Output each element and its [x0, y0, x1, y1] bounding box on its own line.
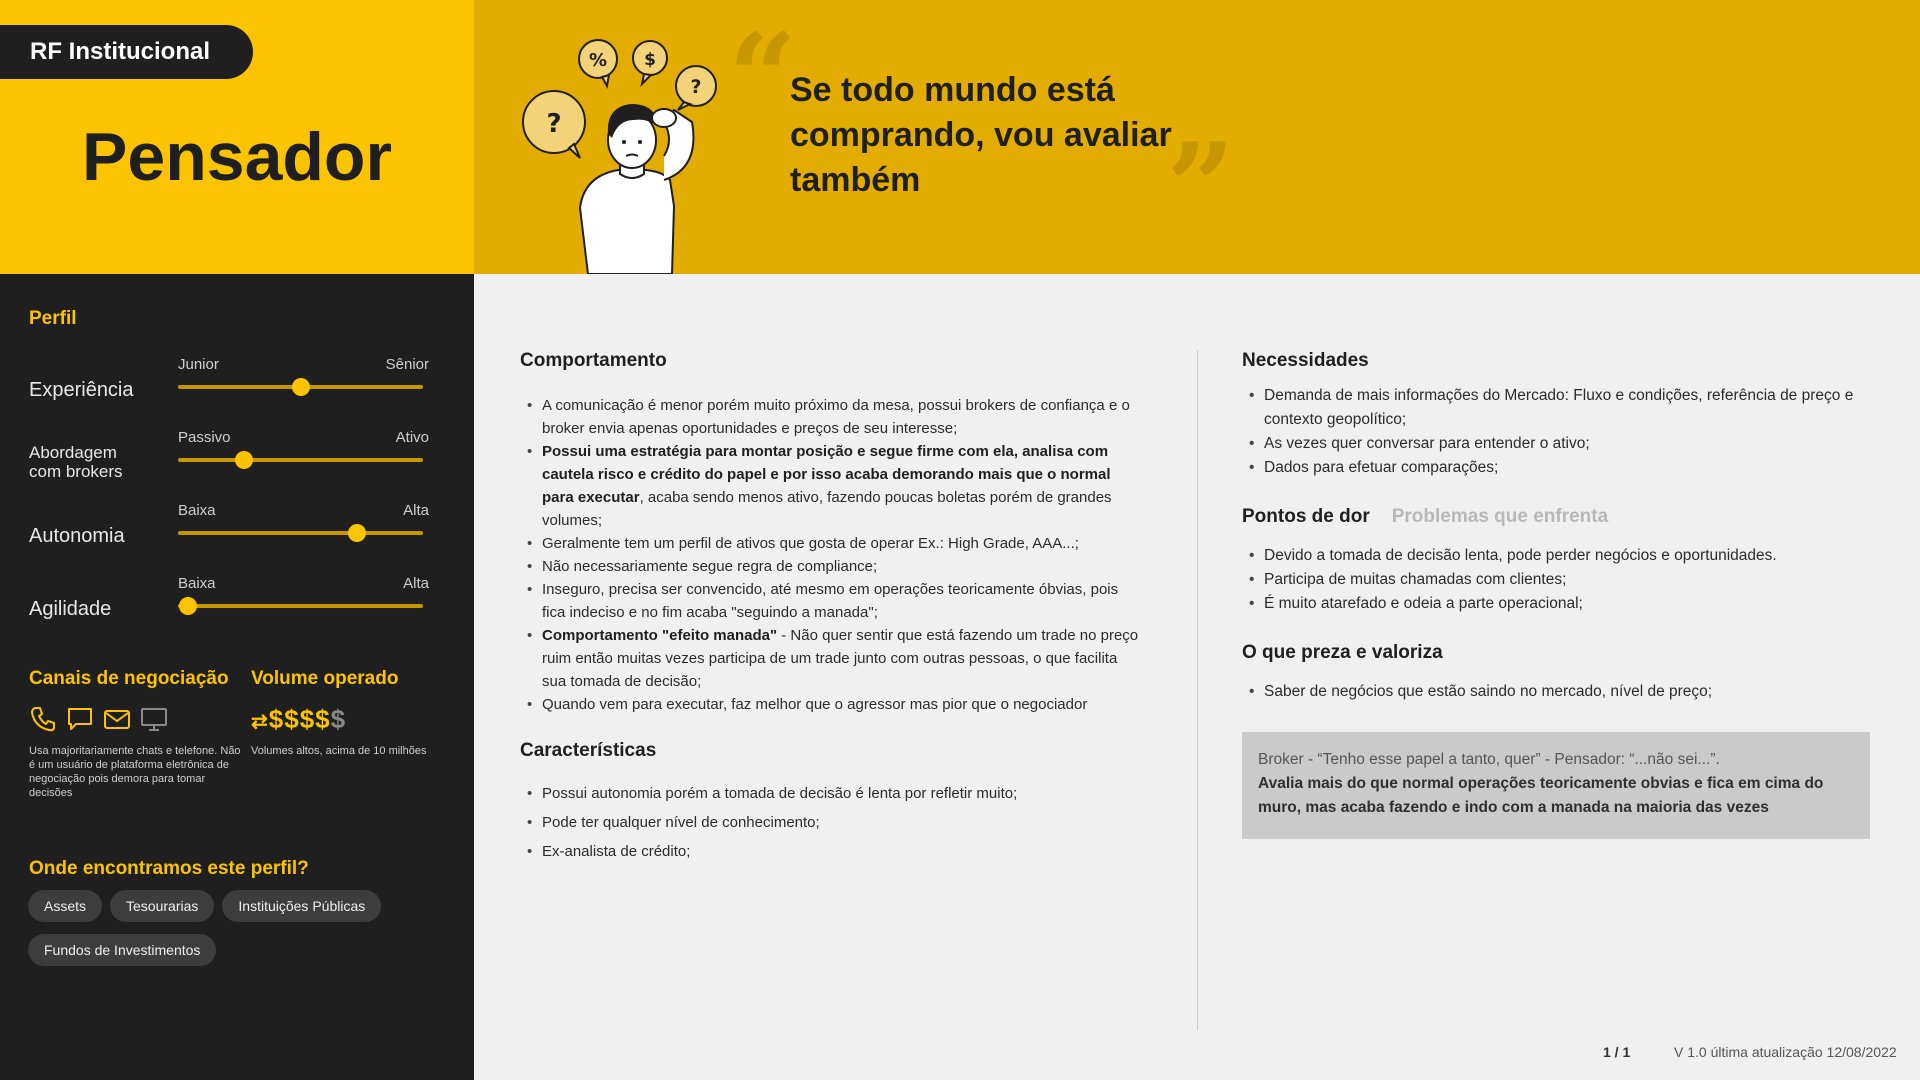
slider-thumb: [292, 378, 310, 396]
dollar-icon: $: [299, 704, 316, 734]
bubble-question-2: ?: [690, 76, 702, 98]
quote-open-mark: “: [728, 7, 798, 148]
slider-label: Experiência: [29, 379, 134, 401]
slider-label: Agilidade: [29, 598, 112, 620]
note-summary: Avalia mais do que normal operações teoricamente obvias e fica em cima do muro, mas acaba fazendo e indo com a manada na maioria das vezes: [1258, 775, 1824, 816]
pontos-dor-subtitle: Problemas que enfrenta: [1391, 506, 1609, 527]
slider-track: [178, 531, 423, 535]
valoriza-title: O que preza e valoriza: [1242, 642, 1443, 663]
perfil-title: Perfil: [29, 308, 77, 329]
list-item: • Demanda de mais informações do Mercado: Fluxo e condições, referência de preço e contexto geopolítico;: [1242, 384, 1872, 432]
persona-quote: Se todo mundo está comprando, vou avaliar também: [790, 71, 1172, 199]
list-item: • Ex-analista de crédito;: [520, 840, 1145, 863]
volume-level-indicator: [251, 704, 451, 734]
tag-tesourarias: Tesourarias: [110, 890, 214, 922]
volume-title: Volume operado: [251, 668, 399, 689]
slider-max-label: Sênior: [385, 356, 429, 373]
header-quote-panel: [474, 0, 1920, 274]
list-item: • Comportamento "efeito manada" - Não quer sentir que está fazendo um trade no preço ruim então muitas vezes participa de um trade junto com outras pessoas, o que facilita sua tomada de decisão;: [520, 624, 1145, 693]
list-item: • Geralmente tem um perfil de ativos que gosta de operar Ex.: High Grade, AAA...;: [520, 532, 1145, 555]
dialogue-note-box: [1242, 732, 1870, 839]
pontos-dor-list: [1242, 544, 1872, 616]
list-item: • Devido a tomada de decisão lenta, pode perder negócios e oportunidades.: [1242, 544, 1872, 568]
list-item: • Quando vem para executar, faz melhor que o agressor mas pior que o negociador: [520, 693, 1145, 716]
onde-title: Onde encontramos este perfil?: [29, 858, 309, 879]
dollar-icon: $: [284, 704, 300, 734]
thinking-person-illustration: [514, 30, 744, 274]
canais-note: Usa majoritariamente chats e telefone. Não é um usuário de plataforma eletrônica de negociação pois demora para tomar decisões: [29, 745, 241, 799]
slider-thumb: [235, 451, 253, 469]
quote-close-mark: ”: [1166, 117, 1236, 258]
category-badge: RF Institucional: [0, 25, 253, 79]
persona-name: Pensador: [82, 119, 392, 195]
slider-min-label: Baixa: [178, 575, 216, 592]
left-content-column: [520, 350, 1145, 863]
tag-instituicoes-publicas: Instituições Públicas: [222, 890, 381, 922]
volume-dollar-icons: [269, 704, 346, 734]
profile-sidebar: [0, 274, 474, 1080]
dollar-icon: $: [330, 704, 347, 734]
list-item: • Participa de muitas chamadas com clientes;: [1242, 568, 1872, 592]
question-bubble-large: [523, 91, 585, 158]
slider-min-label: Passivo: [178, 429, 231, 446]
slider-max-label: Ativo: [395, 429, 429, 446]
chat-icon: [66, 705, 94, 733]
header-left-panel: [0, 0, 474, 274]
bubble-percent: %: [588, 50, 608, 71]
comportamento-title: Comportamento: [520, 350, 667, 371]
volume-section: [251, 668, 451, 758]
list-item: • Pode ter qualquer nível de conhecimento;: [520, 811, 1145, 834]
canais-title: Canais de negociação: [29, 668, 229, 689]
slider-max-label: Alta: [403, 575, 429, 592]
question-bubble-small: [676, 66, 716, 110]
pontos-dor-title: Pontos de dor: [1242, 506, 1370, 527]
slider-thumb: [179, 597, 197, 615]
version-info: V 1.0 última atualização 12/08/2022: [1674, 1044, 1897, 1060]
list-item: • A comunicação é menor porém muito próximo da mesa, possui brokers de confiança e o broker envia apenas oportunidades e preços de seu interesse;: [520, 394, 1145, 440]
slider-experiencia: [29, 356, 429, 416]
list-item: • Saber de negócios que estão saindo no mercado, nível de preço;: [1242, 680, 1872, 704]
canais-icons: [29, 704, 244, 734]
dollar-icon: $: [268, 704, 285, 734]
slider-min-label: Junior: [178, 356, 219, 373]
dollar-bubble: [633, 41, 667, 84]
caracteristicas-title: Características: [520, 740, 657, 761]
list-item: • Possui autonomia porém a tomada de decisão é lenta por refletir muito;: [520, 782, 1145, 805]
exchange-icon: ⇄: [251, 711, 269, 733]
slider-label: Autonomia: [29, 525, 125, 547]
list-item: • É muito atarefado e odeia a parte operacional;: [1242, 592, 1872, 616]
necessidades-title: Necessidades: [1242, 350, 1369, 371]
list-item: • Não necessariamente segue regra de compliance;: [520, 555, 1145, 578]
list-item: • As vezes quer conversar para entender o ativo;: [1242, 432, 1872, 456]
column-divider: [1197, 350, 1198, 1030]
necessidades-list: [1242, 384, 1872, 480]
slider-thumb: [348, 524, 366, 542]
slider-max-label: Alta: [403, 502, 429, 519]
comportamento-list: [520, 394, 1145, 716]
page-number: 1 / 1: [1603, 1044, 1631, 1060]
slider-abordagem: [29, 429, 429, 489]
valoriza-list: [1242, 680, 1872, 704]
canais-section: [29, 668, 244, 800]
caracteristicas-list: [520, 782, 1145, 863]
percent-bubble: [579, 40, 617, 86]
slider-min-label: Baixa: [178, 502, 216, 519]
right-content-column: [1242, 350, 1872, 704]
phone-icon: [29, 705, 57, 733]
mail-icon: [103, 705, 131, 733]
tag-fundos-de-investimentos: Fundos de Investimentos: [28, 934, 216, 966]
slider-agilidade: [29, 575, 429, 635]
bubble-question-1: ?: [546, 109, 562, 139]
bubble-dollar: $: [644, 50, 656, 70]
note-dialogue: Broker - “Tenho esse papel a tanto, quer” - Pensador: “...não sei...”.: [1258, 751, 1720, 768]
list-item: • Dados para efetuar comparações;: [1242, 456, 1872, 480]
list-item: • Inseguro, precisa ser convencido, até mesmo em operações teoricamente óbvias, pois fica indeciso e no fim acaba "seguindo a manada";: [520, 578, 1145, 624]
slider-autonomia: [29, 502, 429, 562]
slider-track: [178, 458, 423, 462]
slider-label: Abordagem com brokers: [29, 443, 123, 481]
list-item: • Possui uma estratégia para montar posição e segue firme com ela, analisa com cautela risco e crédito do papel e por isso acaba demorando mais que o normal para executar, acaba sendo menos ativo, fazendo poucas boletas porém de grandes volumes;: [520, 440, 1145, 532]
slider-track: [178, 604, 423, 608]
volume-note: Volumes altos, acima de 10 milhões: [251, 745, 427, 757]
tag-assets: Assets: [28, 890, 102, 922]
monitor-icon: [140, 705, 168, 733]
onde-tags: [28, 890, 408, 966]
pontos-dor-heading: [1242, 506, 1872, 528]
dollar-icon: $: [315, 704, 331, 734]
slider-track: [178, 385, 423, 389]
